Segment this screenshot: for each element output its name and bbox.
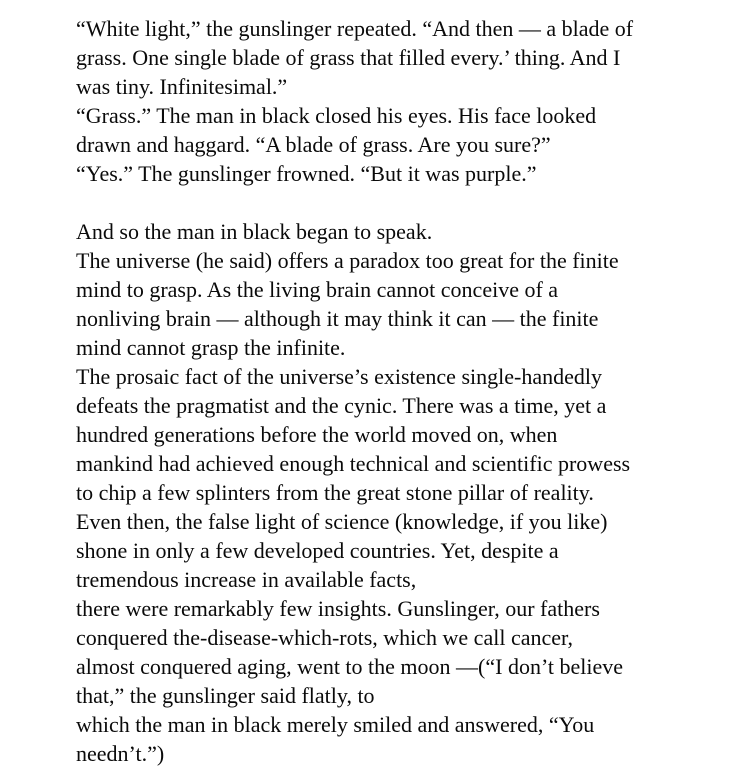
text-line: to chip a few splinters from the great stone pillar of reality. xyxy=(76,480,594,505)
text-line: grass. One single blade of grass that filled every.’ thing. And I xyxy=(76,45,621,70)
text-line: there were remarkably few insights. Gunslinger, our fathers xyxy=(76,596,600,621)
text-line: drawn and haggard. “A blade of grass. Are you sure?” xyxy=(76,132,551,157)
text-line: which the man in black merely smiled and answered, “You xyxy=(76,712,595,737)
text-line: “White light,” the gunslinger repeated. “And then — a blade of xyxy=(76,16,634,41)
text-line: hundred generations before the world moved on, when xyxy=(76,422,558,447)
text-line: mind cannot grasp the infinite. xyxy=(76,335,346,360)
text-line: tremendous increase in available facts, xyxy=(76,567,417,592)
text-line: almost conquered aging, went to the moon —(“I don’t believe xyxy=(76,654,624,679)
text-line: mind to grasp. As the living brain cannot conceive of a xyxy=(76,277,559,302)
text-line: nonliving brain — although it may think it can — the finite xyxy=(76,306,599,331)
text-line: was tiny. Infinitesimal.” xyxy=(76,74,288,99)
text-line: defeats the pragmatist and the cynic. There was a time, yet a xyxy=(76,393,607,418)
text-line: needn’t.”) xyxy=(76,741,165,766)
text-line: The universe (he said) offers a paradox too great for the finite xyxy=(76,248,619,273)
text-line: The prosaic fact of the universe’s existence single-handedly xyxy=(76,364,602,389)
text-line: “Yes.” The gunslinger frowned. “But it was purple.” xyxy=(76,161,537,186)
text-line: mankind had achieved enough technical and scientific prowess xyxy=(76,451,631,476)
text-line: And so the man in black began to speak. xyxy=(76,219,433,244)
text-line: that,” the gunslinger said flatly, to xyxy=(76,683,375,708)
document-body xyxy=(76,14,746,768)
text-line: conquered the-disease-which-rots, which we call cancer, xyxy=(76,625,573,650)
text-line: “Grass.” The man in black closed his eyes. His face looked xyxy=(76,103,597,128)
paragraph-gap xyxy=(76,188,746,217)
text-line: Even then, the false light of science (knowledge, if you like) xyxy=(76,509,608,534)
text-line: shone in only a few developed countries. Yet, despite a xyxy=(76,538,559,563)
